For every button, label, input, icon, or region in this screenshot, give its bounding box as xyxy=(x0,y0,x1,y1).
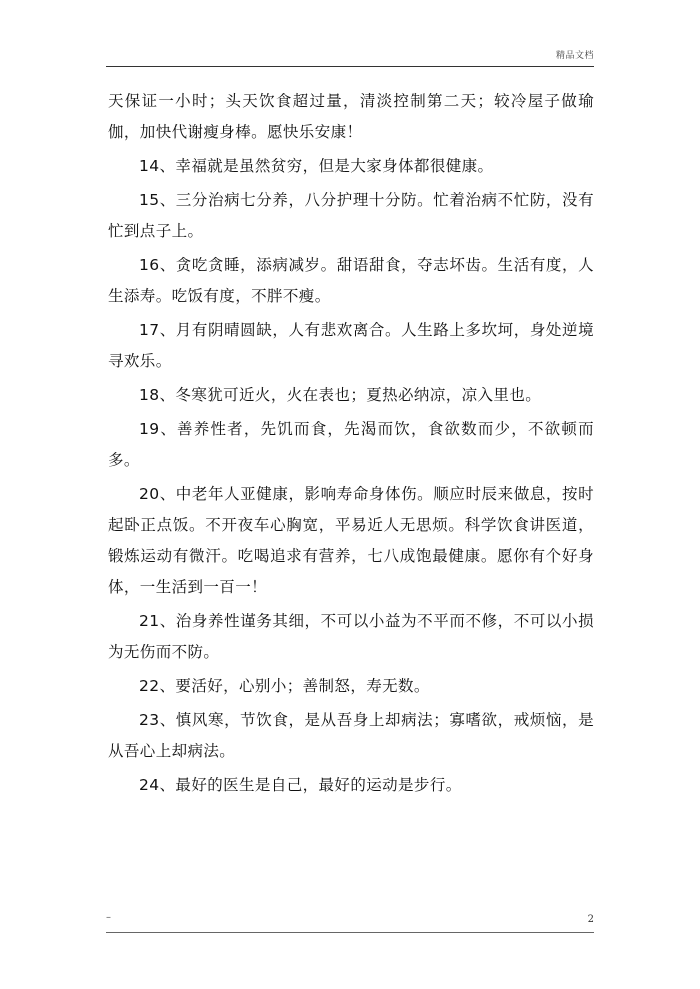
paragraph-item-22: 22、要活好，心别小；善制怒，寿无数。 xyxy=(139,677,430,695)
paragraph-item-20: 20、中老年人亚健康，影响寿命身体伤。顺应时辰来做息，按时起卧正点饭。不开夜车心胸宽，平易近人无思烦。科学饮食讲医道，锻炼运动有微汗。吃喝追求有营养，七八成饱最健康。愿你有个好身体，一生活到一百一！ xyxy=(108,485,594,596)
footer-divider xyxy=(106,932,594,933)
paragraph-item-18: 18、冬寒犹可近火，火在表也；夏热必纳凉，凉入里也。 xyxy=(139,386,542,404)
paragraph-item-23: 23、慎风寒，节饮食，是从吾身上却病法；寡嗜欲，戒烦恼，是从吾心上却病法。 xyxy=(108,711,594,760)
header-divider xyxy=(106,66,594,67)
paragraph-item-21: 21、治身养性谨务其细，不可以小益为不平而不修，不可以小损为无伤而不防。 xyxy=(108,612,594,661)
paragraph-item-19: 19、善养性者，先饥而食，先渴而饮，食欲数而少，不欲顿而多。 xyxy=(108,420,594,469)
paragraph-item-16: 16、贪吃贪睡，添病减岁。甜语甜食，夺志坏齿。生活有度，人生添寿。吃饭有度，不胖不瘦。 xyxy=(108,256,594,305)
page-number: 2 xyxy=(587,914,594,925)
header-label: 精品文档 xyxy=(555,51,594,61)
paragraph-item-17: 17、月有阴晴圆缺，人有悲欢离合。人生路上多坎坷，身处逆境寻欢乐。 xyxy=(108,321,594,370)
paragraph-item-24: 24、最好的医生是自己，最好的运动是步行。 xyxy=(139,776,462,794)
paragraph-item-14: 14、幸福就是虽然贫穷，但是大家身体都很健康。 xyxy=(139,157,494,175)
paragraph-continuation: 天保证一小时；头天饮食超过量，清淡控制第二天；较冷屋子做瑜伽，加快代谢瘦身棒。愿快乐安康！ xyxy=(108,92,594,141)
body-text xyxy=(108,86,594,804)
footer-mark: – xyxy=(106,912,111,923)
paragraph-item-15: 15、三分治病七分养，八分护理十分防。忙着治病不忙防，没有忙到点子上。 xyxy=(108,191,594,240)
